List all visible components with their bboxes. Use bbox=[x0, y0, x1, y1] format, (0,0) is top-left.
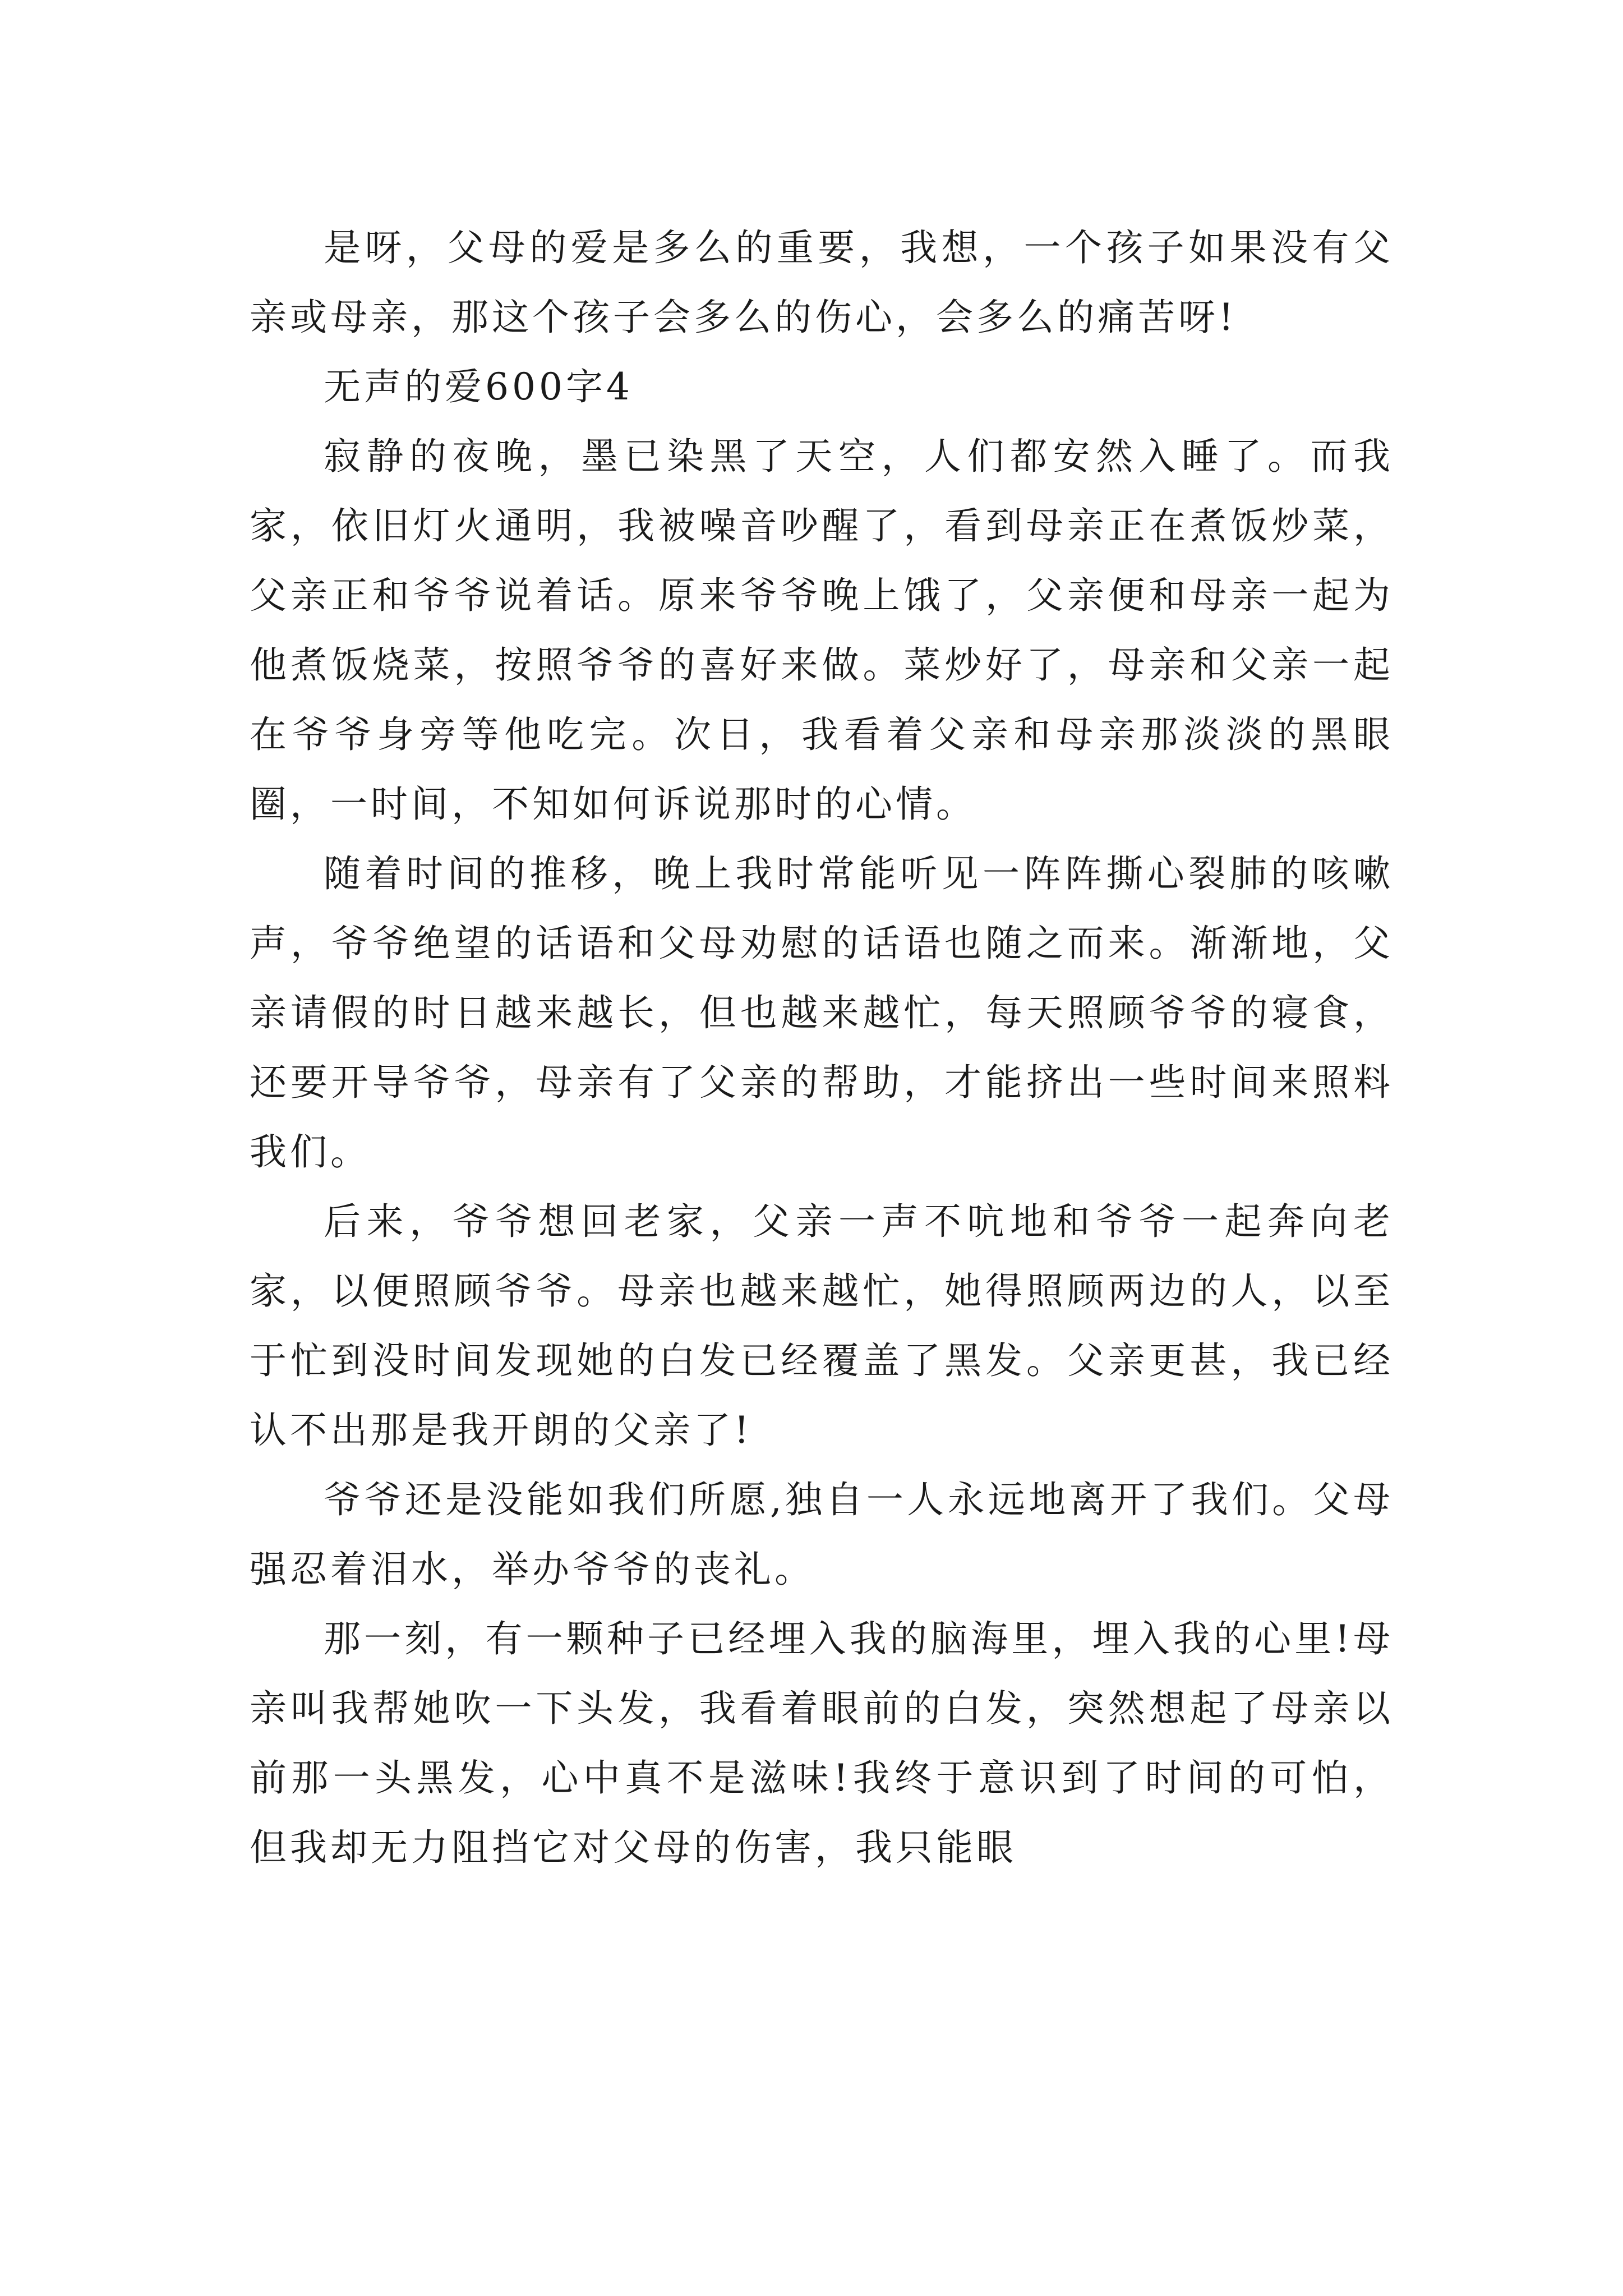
paragraph-realization: 那一刻，有一颗种子已经埋入我的脑海里，埋入我的心里!母亲叫我帮她吹一下头发，我看着眼前的白发，突然想起了母亲以前那一头黑发，心中真不是滋味!我终于意识到了时间的可怕，但我却无力阻挡它对父母的伤害，我只能眼 bbox=[250, 1617, 1394, 1869]
paragraph-hometown: 后来，爷爷想回老家，父亲一声不吭地和爷爷一起奔向老家，以便照顾爷爷。母亲也越来越忙，她得照顾两边的人，以至于忙到没时间发现她的白发已经覆盖了黑发。父亲更甚，我已经认不出那是我开朗的父亲了! bbox=[250, 1200, 1394, 1452]
document-body bbox=[250, 213, 1394, 1883]
paragraph-time-passing: 随着时间的推移，晚上我时常能听见一阵阵撕心裂肺的咳嗽声，爷爷绝望的话语和父母劝慰的话语也随之而来。渐渐地，父亲请假的时日越来越长，但也越来越忙，每天照顾爷爷的寝食，还要开导爷爷，母亲有了父亲的帮助，才能挤出一些时间来照料我们。 bbox=[250, 852, 1394, 1174]
paragraph-funeral: 爷爷还是没能如我们所愿,独自一人永远地离开了我们。父母强忍着泪水，举办爷爷的丧礼。 bbox=[250, 1478, 1394, 1591]
paragraph-intro-ending: 是呀，父母的爱是多么的重要，我想，一个孩子如果没有父亲或母亲，那这个孩子会多么的伤心，会多么的痛苦呀! bbox=[250, 226, 1394, 339]
section-heading: 无声的爱600字4 bbox=[324, 365, 633, 408]
paragraph-night: 寂静的夜晚，墨已染黑了天空，人们都安然入睡了。而我家，依旧灯火通明，我被噪音吵醒了，看到母亲正在煮饭炒菜，父亲正和爷爷说着话。原来爷爷晚上饿了，父亲便和母亲一起为他煮饭烧菜，按照爷爷的喜好来做。菜炒好了，母亲和父亲一起在爷爷身旁等他吃完。次日，我看着父亲和母亲那淡淡的黑眼圈，一时间，不知如何诉说那时的心情。 bbox=[250, 435, 1394, 826]
